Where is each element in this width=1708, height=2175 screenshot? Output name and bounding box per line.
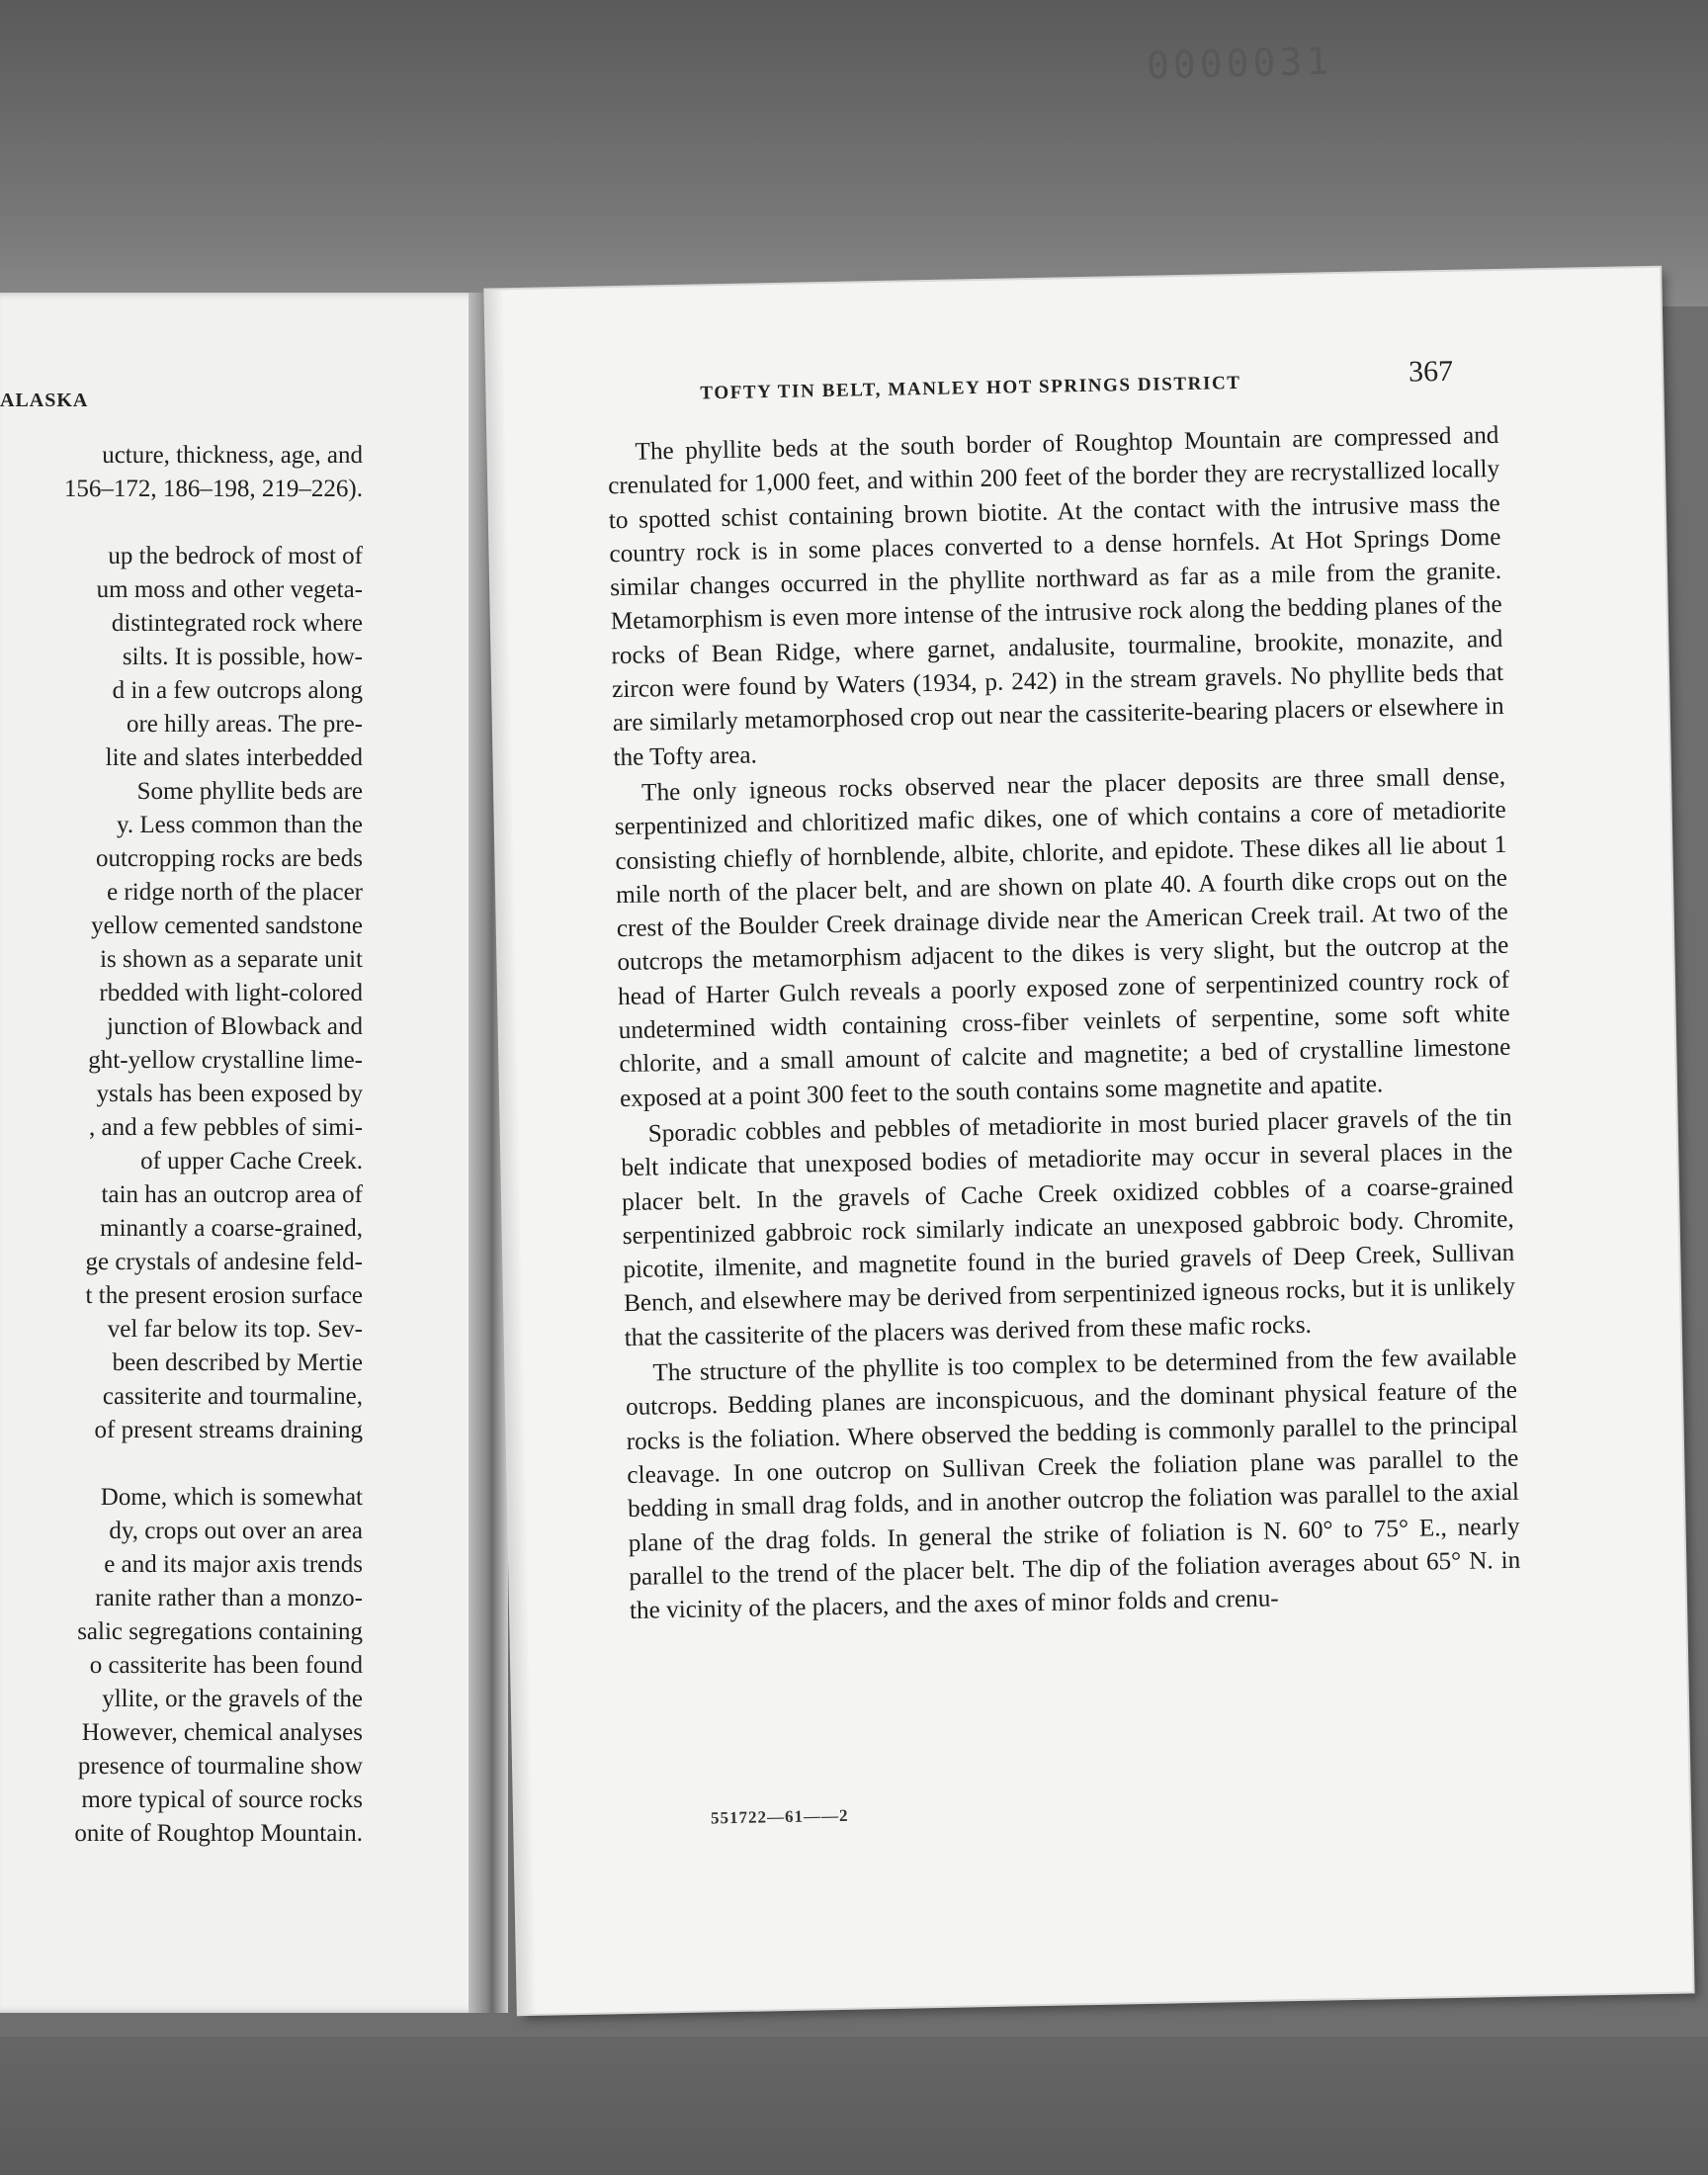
paragraph: Sporadic cobbles and pebbles of metadiorite in most buried placer gravels of the tin belt indicate that unexposed bodies of metadiorite may occur in several places in the placer belt. In the gravels of Cache Creek oxidized cobbles of a coarse-grained serpentinized gabbroic rock similarly indicate an unexposed gabbroic body. Chromite, picotite, ilmenite, and magnetite found in the buried gravels of Deep Creek, Sullivan Bench, and elsewhere may be derived from serpentinized igneous rocks, but it is unlikely that the cassiterite of the placers was derived from these mafic rocks. — [621, 1103, 1516, 1351]
left-line: yellow cemented sandstone — [91, 913, 363, 939]
printer-footer-code: 551722—61——2 — [710, 1805, 849, 1828]
left-line: is shown as a separate unit — [100, 946, 363, 973]
running-head: TOFTY TIN BELT, MANLEY HOT SPRINGS DISTRICT — [700, 372, 1241, 404]
left-line: junction of Blowback and — [107, 1013, 363, 1040]
left-line: e ridge north of the placer — [107, 879, 363, 906]
left-line: yllite, or the gravels of the — [102, 1686, 363, 1712]
left-line: distintegrated rock where — [111, 610, 363, 637]
body-text — [607, 419, 1521, 1630]
frame-number-stamp: 0000031 — [1146, 39, 1333, 88]
left-line: ore hilly areas. The pre- — [126, 711, 363, 738]
left-page — [0, 293, 499, 2013]
left-line: ght-yellow crystalline lime- — [88, 1047, 363, 1074]
left-line: up the bedrock of most of — [108, 543, 363, 569]
left-line: vel far below its top. Sev- — [107, 1316, 363, 1343]
left-line: outcropping rocks are beds — [95, 845, 363, 872]
left-line: dy, crops out over an area — [109, 1518, 363, 1544]
paragraph: The only igneous rocks observed near the placer deposits are three small dense, serpentinized and chloritized mafic dikes, one of which contains a core of metadiorite consisting chiefly of hornblende, albite, chlorite, and epidote. These dikes all lie about 1 mile north of the placer belt, and are shown on plate 40. A fourth dike crops out on the crest of the Boulder Creek drainage divide near the American Creek trail. At two of the outcrops the metamorphism adjacent to the dikes is very slight, but the outcrop at the head of Harter Gulch reveals a poorly exposed zone of serpentinized country rock of undetermined width containing cross-fiber veinlets of serpentine, some soft white chlorite, and a small amount of calcite and magnetite; a bed of crystalline limestone exposed at a point 300 feet to the south contains some magnetite and apatite. — [614, 762, 1511, 1112]
left-line: However, chemical analyses — [81, 1719, 363, 1746]
right-page — [485, 268, 1692, 2014]
left-line: more typical of source rocks — [81, 1786, 363, 1813]
left-running-head: ALASKA — [0, 390, 89, 411]
paragraph: The phyllite beds at the south border of Roughtop Mountain are compressed and crenulated for 1,000 feet, and within 200 feet of the border they are recrystallized locally to spotted schist containing brown biotite. At the contact with the intrusive mass the country rock is in some places converted to a dense hornfels. At Hot Springs Dome similar changes occurred in the phyllite northward as far as a mile from the granite. Metamorphism is even more intense of the intrusive rock along the bedding planes of the rocks of Bean Ridge, where garnet, andalusite, tourmaline, brookite, monazite, and zircon were found by Waters (1934, p. 242) in the stream gravels. No phyllite beds that are similarly metamorphosed crop out near the cassiterite-bearing placers or elsewhere in the Tofty area. — [607, 421, 1504, 771]
left-line: of present streams draining — [94, 1417, 363, 1443]
left-line: tain has an outcrop area of — [101, 1181, 363, 1208]
left-line: ystals has been exposed by — [96, 1081, 363, 1107]
left-line: Some phyllite beds are — [136, 778, 363, 805]
page-number: 367 — [1408, 354, 1454, 389]
left-line: ge crystals of andesine feld- — [85, 1249, 363, 1275]
left-line: um moss and other vegeta- — [96, 576, 363, 603]
left-line: of upper Cache Creek. — [140, 1148, 363, 1174]
scanner-background-bottom — [0, 2037, 1708, 2175]
left-line: t the present erosion surface — [85, 1282, 363, 1309]
left-line: silts. It is possible, how- — [122, 644, 363, 670]
left-line: d in a few outcrops along — [112, 677, 363, 704]
left-line: minantly a coarse-grained, — [100, 1215, 363, 1242]
left-line: onite of Roughtop Mountain. — [74, 1820, 363, 1847]
left-line: been described by Mertie — [112, 1349, 363, 1376]
left-line: ranite rather than a monzo- — [95, 1585, 363, 1611]
left-line: presence of tourmaline show — [77, 1753, 363, 1780]
left-line: , and a few pebbles of simi- — [88, 1114, 363, 1141]
left-line: o cassiterite has been found — [89, 1652, 363, 1679]
left-line: cassiterite and tourmaline, — [102, 1383, 363, 1410]
left-line: ucture, thickness, age, and — [102, 442, 363, 469]
scanner-background-top — [0, 0, 1708, 306]
left-line: e and its major axis trends — [104, 1551, 363, 1578]
left-line: rbedded with light-colored — [99, 980, 363, 1006]
left-line: salic segregations containing — [77, 1618, 363, 1645]
left-line: lite and slates interbedded — [105, 744, 363, 771]
left-line: 156–172, 186–198, 219–226). — [63, 476, 363, 502]
left-line: y. Less common than the — [116, 812, 363, 838]
paragraph: The structure of the phyllite is too complex to be determined from the few available outcrops. Bedding planes are inconspicuous, and the dominant physical feature of the rocks is the foliation. Where observed the bedding is commonly parallel to the principal cleavage. In one outcrop on Sullivan Creek the foliation plane was parallel to the bedding in small drag folds, and in another outcrop the foliation was parallel to the axial plane of the drag folds. In general the strike of foliation is N. 60° to 75° E., nearly parallel to the trend of the placer belt. The dip of the foliation averages about 65° N. in the vicinity of the placers, and the axes of minor folds and crenu- — [625, 1343, 1521, 1625]
left-line: Dome, which is somewhat — [100, 1484, 363, 1511]
left-page-text — [0, 439, 363, 1851]
